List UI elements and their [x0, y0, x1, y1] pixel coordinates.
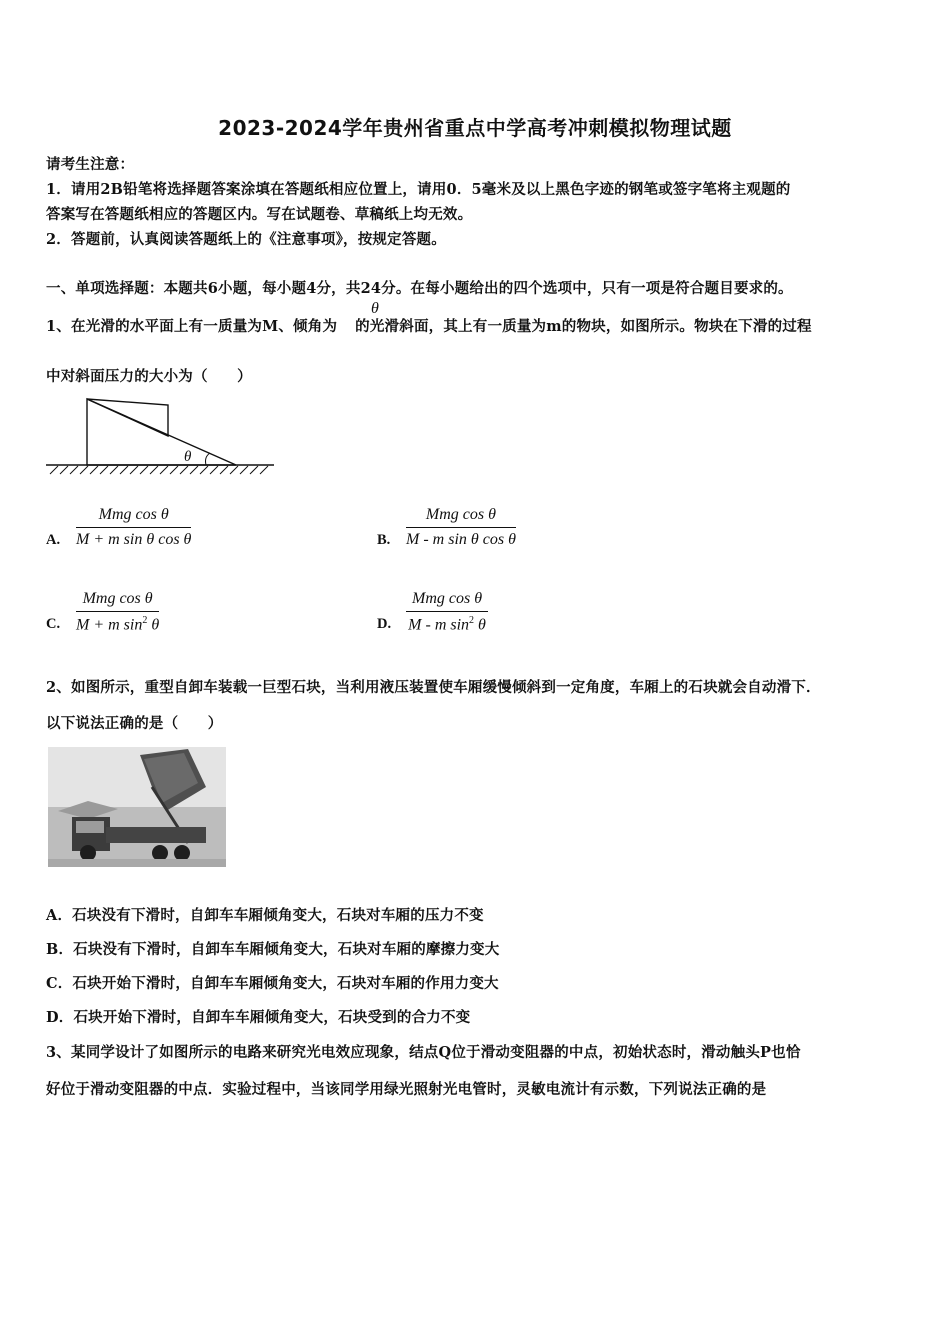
q2-stem-line-2: 以下说法正确的是（ ） — [46, 715, 223, 732]
q1-option-a-numerator: Mmg cos θ — [76, 506, 191, 528]
q1-option-b-fraction — [406, 506, 516, 549]
q1-option-b-numerator: Mmg cos θ — [406, 506, 516, 528]
q2-stem-line-1: 2、如图所示，重型自卸车装载一巨型石块，当利用液压装置使车厢缓慢倾斜到一定角度，车厢上的石块就会自动滑下． — [46, 679, 821, 696]
notice-item-1-line-2: 答案写在答题纸相应的答题区内。写在试题卷、草稿纸上均无效。 — [46, 206, 473, 223]
q1-option-d-label: D. — [377, 616, 392, 632]
notice-item-1-line-1: 1．请用2B铅笔将选择题答案涂填在答题纸相应位置上，请用0．5毫米及以上黑色字迹的钢笔或签字笔将主观题的 — [46, 181, 791, 198]
q1-option-b-label: B. — [377, 532, 391, 548]
dump-truck-photo — [48, 747, 226, 867]
page-title: 2023-2024学年贵州省重点中学高考冲刺模拟物理试题 — [218, 116, 732, 140]
q1-option-c-fraction — [76, 590, 159, 634]
notice-heading: 请考生注意： — [46, 156, 135, 173]
notice-item-2: 2．答题前，认真阅读答题纸上的《注意事项》，按规定答题。 — [46, 231, 446, 248]
sliding-block — [87, 399, 168, 436]
q1-option-d-numerator: Mmg cos θ — [406, 590, 488, 612]
q1-option-c-denominator: M + m $\sin^2 \theta$ — [76, 615, 160, 634]
q1-stem-part-a: 1、在光滑的水平面上有一质量为M、倾角为 — [46, 318, 338, 335]
q1-theta-symbol: θ — [371, 300, 379, 317]
q2-option-a: A．石块没有下滑时，自卸车车厢倾角变大，石块对车厢的压力不变 — [46, 907, 484, 924]
q1-option-a-fraction — [76, 506, 191, 549]
ground-hatching — [50, 466, 268, 474]
q2-option-b: B．石块没有下滑时，自卸车车厢倾角变大，石块对车厢的摩擦力变大 — [46, 941, 500, 958]
section-1-heading: 一、单项选择题：本题共6小题，每小题4分，共24分。在每小题给出的四个选项中，只有一项是符合题目要求的。 — [46, 280, 793, 297]
q1-stem-part-b: 的光滑斜面，其上有一质量为m的物块，如图所示。物块在下滑的过程 — [355, 318, 812, 335]
q2-option-d: D．石块开始下滑时，自卸车车厢倾角变大，石块受到的合力不变 — [46, 1009, 471, 1026]
q2-option-c: C．石块开始下滑时，自卸车车厢倾角变大，石块对车厢的作用力变大 — [46, 975, 499, 992]
q1-option-a-denominator: M + m sin θ cos θ — [76, 531, 192, 548]
q1-option-a-label: A. — [46, 532, 61, 548]
angle-arc — [206, 453, 211, 465]
q1-stem-line-2: 中对斜面压力的大小为（ ） — [46, 368, 252, 385]
q1-option-c-label: C. — [46, 616, 61, 632]
q1-stem-line-1 — [46, 315, 812, 336]
q3-stem-line-1: 3、某同学设计了如图所示的电路来研究光电效应现象，结点Q位于滑动变阻器的中点，初始状态时，滑动触头P也恰 — [46, 1044, 801, 1061]
q1-option-c-numerator: Mmg cos θ — [76, 590, 159, 612]
incline-theta-label: θ — [184, 449, 192, 465]
q1-option-b-denominator: M - m sin θ cos θ — [406, 531, 516, 548]
q1-option-d-fraction — [406, 590, 488, 634]
q3-stem-line-2: 好位于滑动变阻器的中点．实验过程中，当该同学用绿光照射光电管时，灵敏电流计有示数，下列说法正确的是 — [46, 1081, 767, 1098]
incline-figure — [44, 395, 276, 477]
q1-option-d-denominator: M - m $\sin^2 \theta$ — [408, 615, 486, 634]
